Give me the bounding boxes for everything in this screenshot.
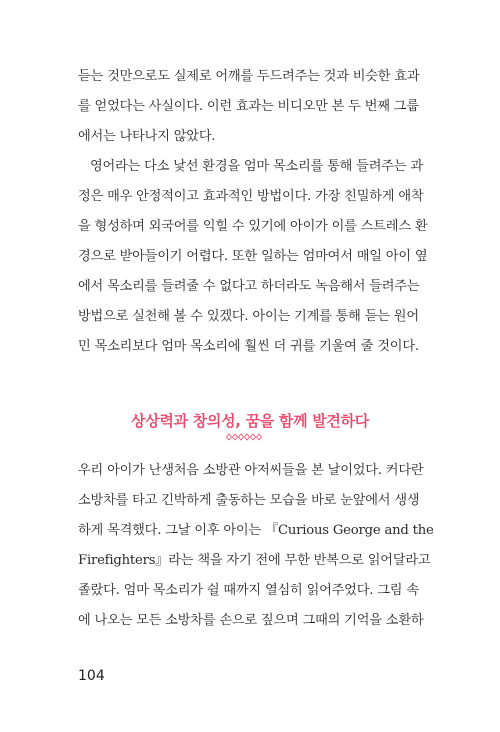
paragraph-line: 졸랐다. 엄마 목소리가 쉴 때까지 열심히 읽어주었다. 그림 속 <box>78 583 419 598</box>
paragraph-line: 에서는 나타나지 않았다. <box>78 129 216 144</box>
paragraph-line: 방법으로 실천해 볼 수 있겠다. 아이는 기계를 통해 듣는 원어 <box>78 309 419 324</box>
paragraph-line: 민 목소리보다 엄마 목소리에 훨씬 더 귀를 기울여 줄 것이다. <box>78 339 419 354</box>
paragraph-line: 영어라는 다소 낯선 환경을 엄마 목소리를 통해 들려주는 과 <box>90 159 423 174</box>
page-number: 104 <box>78 668 105 684</box>
paragraph-line: 우리 아이가 난생처음 소방관 아저씨들을 본 날이었다. 커다란 <box>78 463 424 478</box>
diamond-ornament-icon <box>226 433 262 441</box>
section-title: 상상력과 창의성, 꿈을 함께 발견하다 <box>131 412 369 431</box>
paragraph-line: 을 형성하며 외국어를 익힐 수 있기에 아이가 이를 스트레스 환 <box>78 219 428 234</box>
paragraph-line: Firefighters』라는 책을 자기 전에 무한 반복으로 읽어달라고 <box>78 553 431 568</box>
paragraph-1 <box>78 62 420 152</box>
paragraph-line: 하게 목격했다. 그날 이후 아이는 『Curious George and the <box>78 523 434 538</box>
paragraph-line: 소방차를 타고 긴박하게 출동하는 모습을 바로 눈앞에서 생생 <box>78 493 420 508</box>
paragraph-2 <box>78 152 428 362</box>
paragraph-3 <box>78 456 434 636</box>
paragraph-line: 정은 매우 안정적이고 효과적인 방법이다. 가장 친밀하게 애착 <box>78 189 424 204</box>
paragraph-line: 듣는 것만으로도 실제로 어깨를 두드려주는 것과 비슷한 효과 <box>78 69 420 84</box>
paragraph-line: 에 나오는 모든 소방차를 손으로 짚으며 그때의 기억을 소환하 <box>78 613 424 628</box>
paragraph-line: 를 얻었다는 사실이다. 이런 효과는 비디오만 본 두 번째 그룹 <box>78 99 419 114</box>
paragraph-line: 에서 목소리를 들려줄 수 없다고 하더라도 녹음해서 들려주는 <box>78 279 420 294</box>
paragraph-line: 경으로 받아들이기 어렵다. 또한 일하는 엄마여서 매일 아이 옆 <box>78 249 428 264</box>
